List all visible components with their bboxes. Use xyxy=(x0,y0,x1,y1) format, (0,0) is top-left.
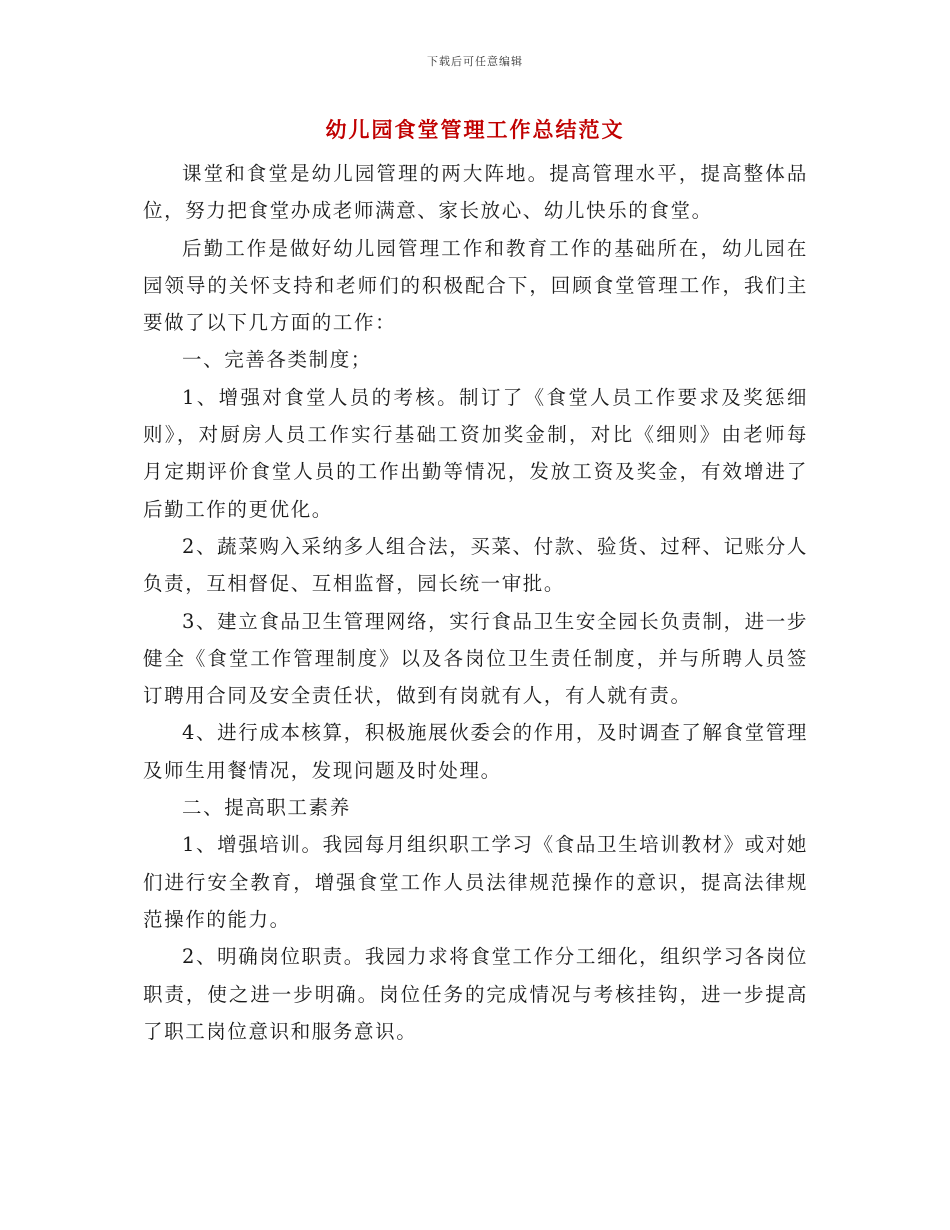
paragraph-item: 4、进行成本核算，积极施展伙委会的作用，及时调查了解食堂管理及师生用餐情况，发现问题及时处理。 xyxy=(143,721,808,782)
paragraph-item: 2、明确岗位职责。我园力求将食堂工作分工细化，组织学习各岗位职责，使之进一步明确。岗位任务的完成情况与考核挂钩，进一步提高了职工岗位意识和服务意识。 xyxy=(143,945,808,1043)
document-body xyxy=(143,155,808,1050)
paragraph-overview: 后勤工作是做好幼儿园管理工作和教育工作的基础所在，幼儿园在园领导的关怀支持和老师们的积极配合下，回顾食堂管理工作，我们主要做了以下几方面的工作： xyxy=(143,236,808,335)
document-title: 幼儿园食堂管理工作总结范文 xyxy=(325,117,625,142)
header-note: 下载后可任意编辑 xyxy=(427,55,523,68)
section-heading-2: 二、提高职工素养 xyxy=(182,796,351,820)
paragraph-item: 2、蔬菜购入采纳多人组合法，买菜、付款、验货、过秤、记账分人负责，互相督促、互相监督，园长统一审批。 xyxy=(143,534,808,596)
paragraph-item: 3、建立食品卫生管理网络，实行食品卫生安全园长负责制，进一步健全《食堂工作管理制度》以及各岗位卫生责任制度，并与所聘人员签订聘用合同及安全责任状，做到有岗就有人，有人就有责。 xyxy=(143,609,808,708)
section-heading-1: 一、完善各类制度； xyxy=(182,348,372,372)
paragraph-intro: 课堂和食堂是幼儿园管理的两大阵地。提高管理水平，提高整体品位，努力把食堂办成老师满意、家长放心、幼儿快乐的食堂。 xyxy=(143,162,808,223)
paragraph-item: 1、增强对食堂人员的考核。制订了《食堂人员工作要求及奖惩细则》，对厨房人员工作实行基础工资加奖金制，对比《细则》由老师每月定期评价食堂人员的工作出勤等情况，发放工资及奖金，有效增进了后勤工作的更优化。 xyxy=(143,385,808,521)
paragraph-item: 1、增强培训。我园每月组织职工学习《食品卫生培训教材》或对她们进行安全教育，增强食堂工作人员法律规范操作的意识，提高法律规范操作的能力。 xyxy=(143,833,808,931)
